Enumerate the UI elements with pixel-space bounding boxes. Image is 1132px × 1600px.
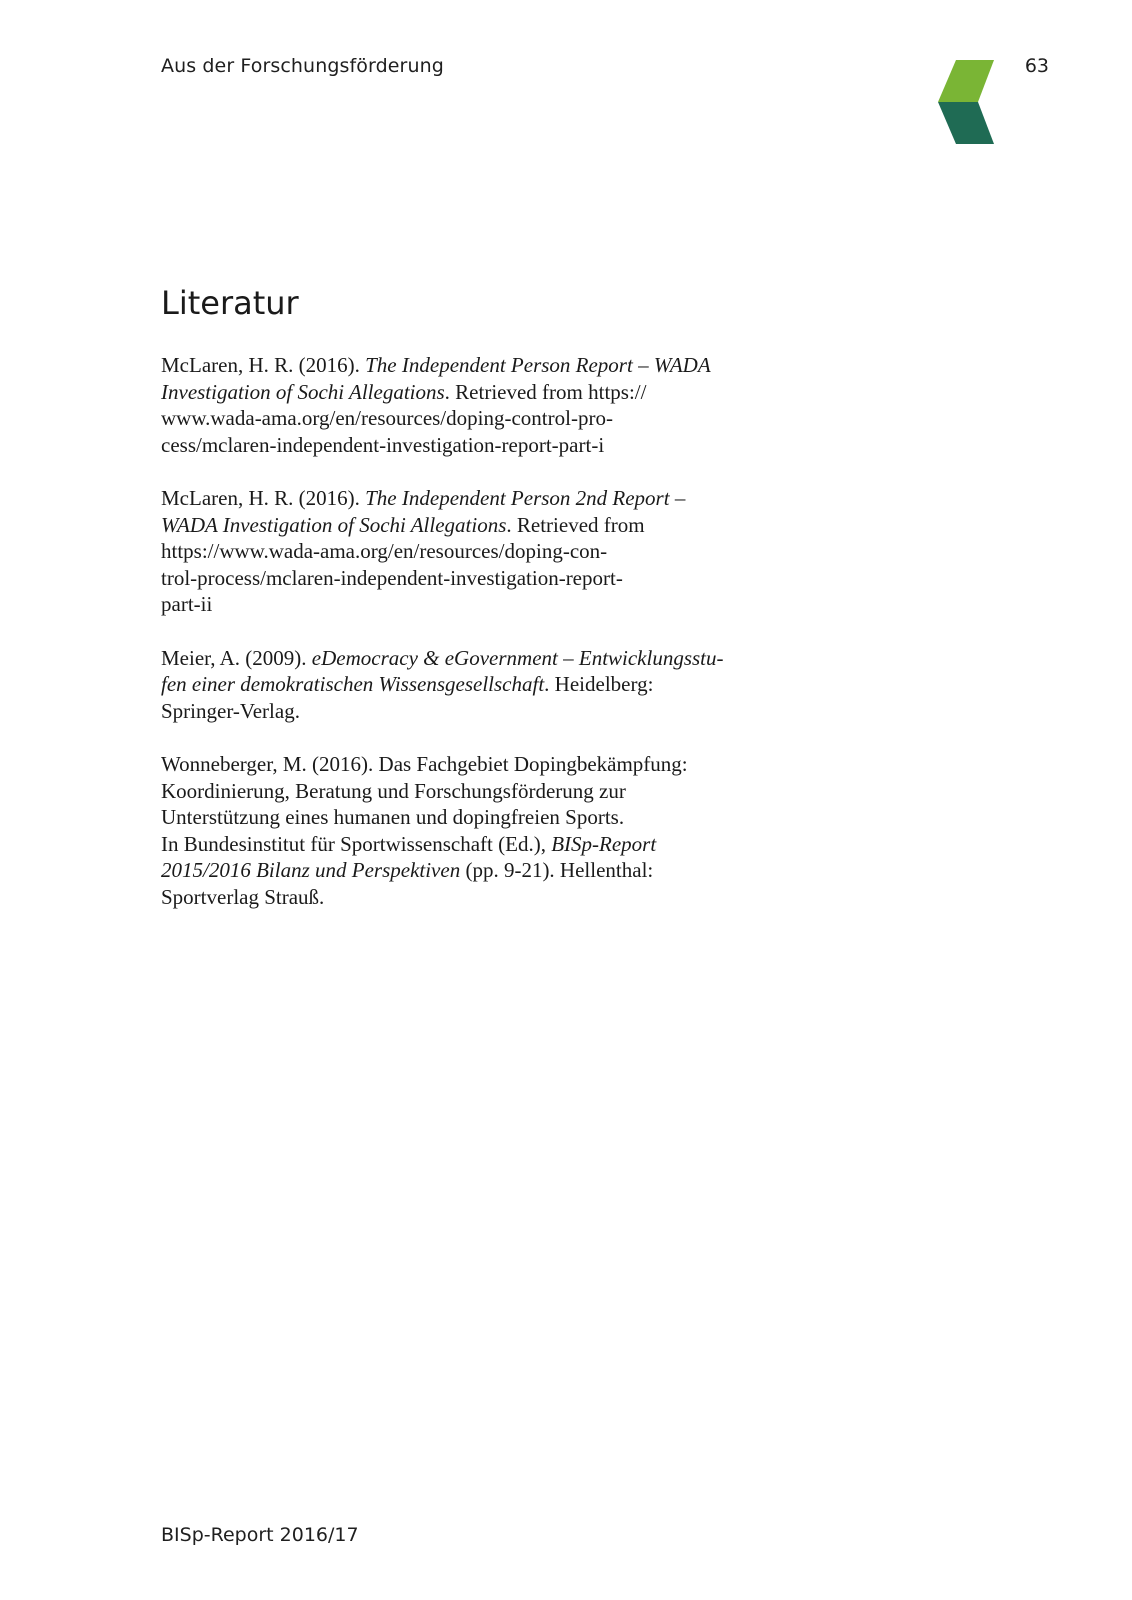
reference-text: www.wada-ama.org/en/resources/doping-control-pro- xyxy=(161,406,613,430)
reference-title-text: BISp-Report xyxy=(551,831,657,856)
logo-upper-shape xyxy=(938,60,994,102)
reference-text: . Retrieved from https:// xyxy=(444,379,647,404)
reference-line xyxy=(161,379,731,406)
reference-text: Meier, A. (2009). xyxy=(161,645,312,670)
reference-line xyxy=(161,884,731,911)
reference-line xyxy=(161,804,731,831)
reference-text: https://www.wada-ama.org/en/resources/doping-con- xyxy=(161,539,608,563)
reference-list xyxy=(161,352,731,937)
reference-title-text: WADA Investigation of Sochi Allegations xyxy=(161,512,507,537)
reference-item xyxy=(161,645,731,725)
reference-line xyxy=(161,778,731,805)
logo-lower-shape xyxy=(938,102,994,144)
reference-title-text: fen einer demokratischen Wissensgesellschaft xyxy=(161,672,545,696)
reference-line xyxy=(161,405,731,432)
reference-title-text: Investigation of Sochi Allegations xyxy=(161,379,445,404)
reference-line xyxy=(161,352,731,379)
reference-title-text: eDemocracy & eGovernment – Entwicklungsstu- xyxy=(311,645,724,670)
reference-item xyxy=(161,485,731,618)
reference-line xyxy=(161,538,731,565)
section-heading: Literatur xyxy=(161,284,299,322)
reference-text: McLaren, H. R. (2016). xyxy=(161,353,366,377)
footer-publication: BISp-Report 2016/17 xyxy=(161,1524,359,1546)
reference-line xyxy=(161,645,731,672)
reference-text: In Bundesinstitut für Sportwissenschaft (Ed.), xyxy=(161,831,552,856)
reference-line xyxy=(161,591,731,618)
chevron-left-logo-icon xyxy=(938,60,994,144)
page-number: 63 xyxy=(1024,55,1049,77)
reference-text: . Heidelberg: xyxy=(544,672,654,696)
reference-text: (pp. 9-21). Hellenthal: xyxy=(460,858,654,882)
reference-item xyxy=(161,751,731,910)
reference-title-text: 2015/2016 Bilanz und Perspektiven xyxy=(161,858,461,882)
reference-line xyxy=(161,432,731,459)
reference-line xyxy=(161,698,731,725)
reference-line xyxy=(161,857,731,884)
running-header: Aus der Forschungsförderung xyxy=(161,55,444,77)
reference-text: Unterstützung eines humanen und dopingfreien Sports. xyxy=(161,805,625,829)
reference-text: Wonneberger, M. (2016). Das Fachgebiet Dopingbekämpfung: xyxy=(161,752,688,776)
reference-text: Springer-Verlag. xyxy=(161,698,300,723)
reference-title-text: The Independent Person Report – WADA xyxy=(365,353,711,377)
reference-text: trol-process/mclaren-independent-investigation-report- xyxy=(161,565,623,590)
reference-line xyxy=(161,485,731,512)
reference-text: McLaren, H. R. (2016). xyxy=(161,486,366,510)
reference-text: . Retrieved from xyxy=(506,512,645,537)
reference-title-text: The Independent Person 2nd Report – xyxy=(365,486,686,510)
reference-item xyxy=(161,352,731,458)
reference-text: part-ii xyxy=(161,592,213,616)
reference-line xyxy=(161,831,731,858)
reference-line xyxy=(161,671,731,698)
reference-line xyxy=(161,751,731,778)
reference-text: Koordinierung, Beratung und Forschungsförderung zur xyxy=(161,778,626,803)
reference-text: cess/mclaren-independent-investigation-report-part-i xyxy=(161,432,605,457)
reference-text: Sportverlag Strauß. xyxy=(161,884,325,909)
reference-line xyxy=(161,512,731,539)
reference-line xyxy=(161,565,731,592)
